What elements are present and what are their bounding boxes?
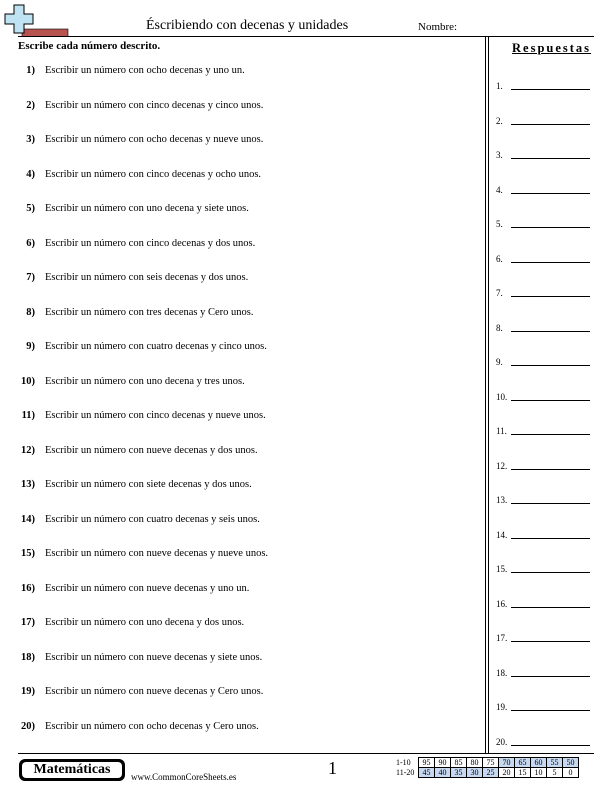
question-number: 12) xyxy=(21,444,35,456)
question-text: Escribir un número con tres decenas y Cero unos. xyxy=(45,306,254,318)
answer-blank[interactable] xyxy=(511,469,590,470)
page-title: Éscribiendo con decenas y unidades xyxy=(146,18,349,33)
answer-blank[interactable] xyxy=(511,296,590,297)
answer-item xyxy=(496,112,596,126)
score-row-label: 1-10 xyxy=(396,758,411,767)
subject-label: Matemáticas xyxy=(22,762,122,778)
question-text: Escribir un número con cuatro decenas y seis unos. xyxy=(45,513,260,525)
answer-blank[interactable] xyxy=(511,158,590,159)
score-cell: 60 xyxy=(531,758,547,768)
question-text: Escribir un número con siete decenas y dos unos. xyxy=(45,479,252,490)
score-cell: 5 xyxy=(547,768,563,778)
answer-item xyxy=(496,664,596,678)
question-number: 16) xyxy=(21,582,35,594)
answer-item xyxy=(496,526,596,540)
subject-badge xyxy=(19,759,125,781)
question-text: Escribir un número con cuatro decenas y cinco unos. xyxy=(45,341,267,352)
score-row xyxy=(396,758,579,768)
score-cell: 15 xyxy=(515,768,531,778)
column-divider-left xyxy=(485,37,486,753)
question-text: Escribir un número con ocho decenas y uno un. xyxy=(45,65,245,76)
question-text: Escribir un número con nueve decenas y dos unos. xyxy=(45,444,258,456)
question-text: Escribir un número con nueve decenas y siete unos. xyxy=(45,651,263,663)
question-text: Escribir un número con uno decena y tres unos. xyxy=(45,375,245,387)
answer-item xyxy=(496,491,596,505)
question-text: Escribir un número con uno decena y dos unos. xyxy=(45,617,245,628)
score-cell: 20 xyxy=(499,768,515,778)
answer-blank[interactable] xyxy=(511,89,590,90)
answer-number: 20. xyxy=(496,736,508,747)
answer-number: 5. xyxy=(496,219,503,229)
question-number: 8) xyxy=(26,306,35,318)
answer-number: 1. xyxy=(496,81,503,91)
answer-item xyxy=(496,215,596,229)
answer-blank[interactable] xyxy=(511,641,590,642)
answer-blank[interactable] xyxy=(511,503,590,504)
answer-item xyxy=(496,353,596,367)
answer-blank[interactable] xyxy=(511,193,590,194)
answer-blank[interactable] xyxy=(511,124,590,125)
answer-number: 14. xyxy=(496,529,508,540)
question-text: Escribir un número con ocho decenas y Cero unos. xyxy=(45,720,259,732)
score-cell: 75 xyxy=(483,758,499,768)
question-text: Escribir un número con nueve decenas y uno un. xyxy=(45,582,250,594)
question-text: Escribir un número con nueve decenas y nueve unos. xyxy=(45,548,269,559)
score-row-label: 11-20 xyxy=(396,768,415,777)
score-row xyxy=(396,768,579,778)
answers-title: Respuestas xyxy=(512,41,592,55)
score-cell: 0 xyxy=(563,768,579,778)
score-table xyxy=(396,757,579,778)
column-divider-right xyxy=(488,37,489,753)
answer-item xyxy=(496,181,596,195)
score-cell: 70 xyxy=(499,758,515,768)
question-number: 20) xyxy=(21,720,35,732)
score-cell: 45 xyxy=(419,768,435,778)
question-number: 6) xyxy=(26,237,35,249)
answer-item xyxy=(496,319,596,333)
question-number: 1) xyxy=(26,65,35,76)
answer-blank[interactable] xyxy=(511,365,590,366)
question-text: Escribir un número con ocho decenas y nueve unos. xyxy=(45,134,264,145)
answer-number: 19. xyxy=(496,702,508,712)
answer-blank[interactable] xyxy=(511,262,590,263)
question-number: 4) xyxy=(26,168,35,180)
answer-blank[interactable] xyxy=(511,538,590,539)
instructions: Escribe cada número descrito. xyxy=(18,40,161,52)
score-cell: 50 xyxy=(563,758,579,768)
question-number: 13) xyxy=(21,479,35,490)
footer-divider xyxy=(18,753,594,754)
score-cell: 95 xyxy=(419,758,435,768)
question-text: Escribir un número con cinco decenas y dos unos. xyxy=(45,237,256,249)
answer-number: 15. xyxy=(496,564,508,574)
answer-blank[interactable] xyxy=(511,710,590,711)
answer-number: 4. xyxy=(496,184,503,195)
score-cell: 40 xyxy=(435,768,451,778)
score-cell: 65 xyxy=(515,758,531,768)
question-number: 14) xyxy=(21,513,35,525)
question-number: 3) xyxy=(26,134,35,145)
answer-number: 8. xyxy=(496,322,503,333)
question-text: Escribir un número con cinco decenas y ocho unos. xyxy=(45,168,262,180)
answer-blank[interactable] xyxy=(511,400,590,401)
answer-blank[interactable] xyxy=(511,607,590,608)
answer-item xyxy=(496,422,596,436)
question-number: 19) xyxy=(21,686,35,697)
score-cell: 25 xyxy=(483,768,499,778)
question-text: Escribir un número con uno decena y siete unos. xyxy=(45,203,249,214)
score-cell: 80 xyxy=(467,758,483,768)
answer-number: 7. xyxy=(496,288,503,298)
answer-item xyxy=(496,250,596,264)
answer-number: 13. xyxy=(496,495,508,505)
answer-item xyxy=(496,457,596,471)
score-cell: 85 xyxy=(451,758,467,768)
name-label: Nombre: xyxy=(418,21,458,33)
answer-item xyxy=(496,733,596,747)
answer-number: 2. xyxy=(496,115,503,126)
score-cell: 35 xyxy=(451,768,467,778)
answer-item xyxy=(496,146,596,160)
answer-number: 16. xyxy=(496,598,508,609)
answer-number: 9. xyxy=(496,357,503,367)
answer-number: 10. xyxy=(496,391,508,402)
answer-number: 3. xyxy=(496,150,503,160)
question-number: 5) xyxy=(26,203,35,214)
website-label: www.CommonCoreSheets.es xyxy=(131,772,237,782)
answer-item xyxy=(496,560,596,574)
answer-blank[interactable] xyxy=(511,676,590,677)
question-text: Escribir un número con cinco decenas y nueve unos. xyxy=(45,410,266,421)
score-cell: 90 xyxy=(435,758,451,768)
question-text: Escribir un número con nueve decenas y Cero unos. xyxy=(45,686,264,697)
question-number: 15) xyxy=(21,548,35,559)
question-number: 10) xyxy=(21,375,35,387)
answer-item xyxy=(496,77,596,91)
answer-item xyxy=(496,595,596,609)
answer-item xyxy=(496,284,596,298)
answer-number: 12. xyxy=(496,460,508,471)
answer-item xyxy=(496,388,596,402)
answer-number: 18. xyxy=(496,667,508,678)
answer-item xyxy=(496,629,596,643)
question-number: 9) xyxy=(26,341,35,352)
question-text: Escribir un número con cinco decenas y cinco unos. xyxy=(45,99,264,111)
score-cell: 10 xyxy=(531,768,547,778)
answer-number: 6. xyxy=(496,253,503,264)
score-cell: 30 xyxy=(467,768,483,778)
answer-item xyxy=(496,698,596,712)
answer-number: 11. xyxy=(496,426,507,436)
page-number: 1 xyxy=(328,758,337,778)
answer-blank[interactable] xyxy=(511,572,590,573)
question-number: 18) xyxy=(21,651,35,663)
question-number: 17) xyxy=(21,617,35,628)
answer-blank[interactable] xyxy=(511,434,590,435)
question-number: 11) xyxy=(21,410,35,421)
question-number: 2) xyxy=(26,99,35,111)
answer-blank[interactable] xyxy=(511,331,590,332)
question-number: 7) xyxy=(26,272,35,283)
question-text: Escribir un número con seis decenas y dos unos. xyxy=(45,272,249,283)
answer-blank[interactable] xyxy=(511,745,590,746)
score-cell: 55 xyxy=(547,758,563,768)
answer-blank[interactable] xyxy=(511,227,590,228)
answer-number: 17. xyxy=(496,633,508,643)
